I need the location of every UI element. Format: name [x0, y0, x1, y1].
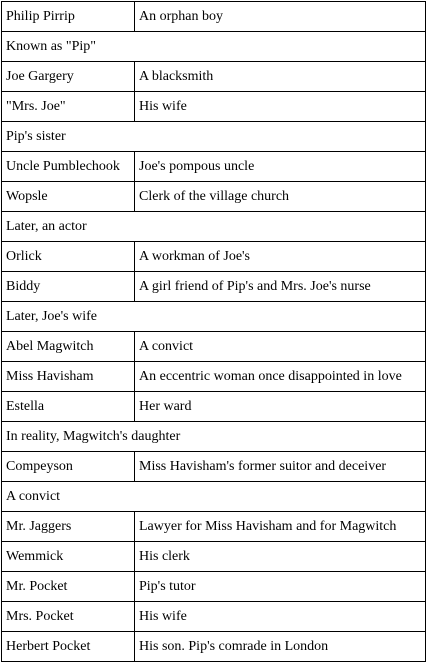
character-table [1, 1, 426, 662]
character-row [2, 572, 426, 602]
character-name-cell: Orlick [2, 242, 135, 272]
character-name-cell: Mr. Jaggers [2, 512, 135, 542]
note-row [2, 212, 426, 242]
character-row [2, 512, 426, 542]
character-row [2, 332, 426, 362]
character-name-cell: Philip Pirrip [2, 2, 135, 32]
note-cell: Pip's sister [2, 122, 426, 152]
character-name-cell: Mrs. Pocket [2, 602, 135, 632]
note-cell: In reality, Magwitch's daughter [2, 422, 426, 452]
character-name-cell: Mr. Pocket [2, 572, 135, 602]
note-row [2, 32, 426, 62]
character-description-cell: Miss Havisham's former suitor and deceiver [135, 452, 426, 482]
note-row [2, 302, 426, 332]
character-description-cell: A workman of Joe's [135, 242, 426, 272]
character-name-cell: Herbert Pocket [2, 632, 135, 662]
note-row [2, 422, 426, 452]
character-description-cell: Joe's pompous uncle [135, 152, 426, 182]
character-description-cell: A convict [135, 332, 426, 362]
character-row [2, 272, 426, 302]
character-row [2, 362, 426, 392]
character-description-cell: An eccentric woman once disappointed in love [135, 362, 426, 392]
character-description-cell: An orphan boy [135, 2, 426, 32]
note-row [2, 482, 426, 512]
character-description-cell: A blacksmith [135, 62, 426, 92]
character-description-cell: His wife [135, 92, 426, 122]
character-name-cell: Estella [2, 392, 135, 422]
character-name-cell: Wemmick [2, 542, 135, 572]
character-row [2, 602, 426, 632]
note-cell: A convict [2, 482, 426, 512]
character-name-cell: Miss Havisham [2, 362, 135, 392]
character-name-cell: Abel Magwitch [2, 332, 135, 362]
character-description-cell: His wife [135, 602, 426, 632]
note-cell: Later, an actor [2, 212, 426, 242]
character-description-cell: His clerk [135, 542, 426, 572]
character-description-cell: A girl friend of Pip's and Mrs. Joe's nurse [135, 272, 426, 302]
character-row [2, 452, 426, 482]
character-row [2, 542, 426, 572]
character-row [2, 62, 426, 92]
character-name-cell: Compeyson [2, 452, 135, 482]
character-description-cell: Clerk of the village church [135, 182, 426, 212]
character-name-cell: Biddy [2, 272, 135, 302]
character-row [2, 2, 426, 32]
note-row [2, 122, 426, 152]
character-row [2, 152, 426, 182]
character-description-cell: Lawyer for Miss Havisham and for Magwitch [135, 512, 426, 542]
character-row [2, 242, 426, 272]
character-row [2, 92, 426, 122]
character-description-cell: His son. Pip's comrade in London [135, 632, 426, 662]
note-cell: Known as "Pip" [2, 32, 426, 62]
character-name-cell: Uncle Pumblechook [2, 152, 135, 182]
character-description-cell: Pip's tutor [135, 572, 426, 602]
character-row [2, 182, 426, 212]
character-table-body [2, 2, 426, 662]
character-row [2, 632, 426, 662]
note-cell: Later, Joe's wife [2, 302, 426, 332]
character-name-cell: "Mrs. Joe" [2, 92, 135, 122]
character-row [2, 392, 426, 422]
character-name-cell: Wopsle [2, 182, 135, 212]
character-description-cell: Her ward [135, 392, 426, 422]
character-name-cell: Joe Gargery [2, 62, 135, 92]
